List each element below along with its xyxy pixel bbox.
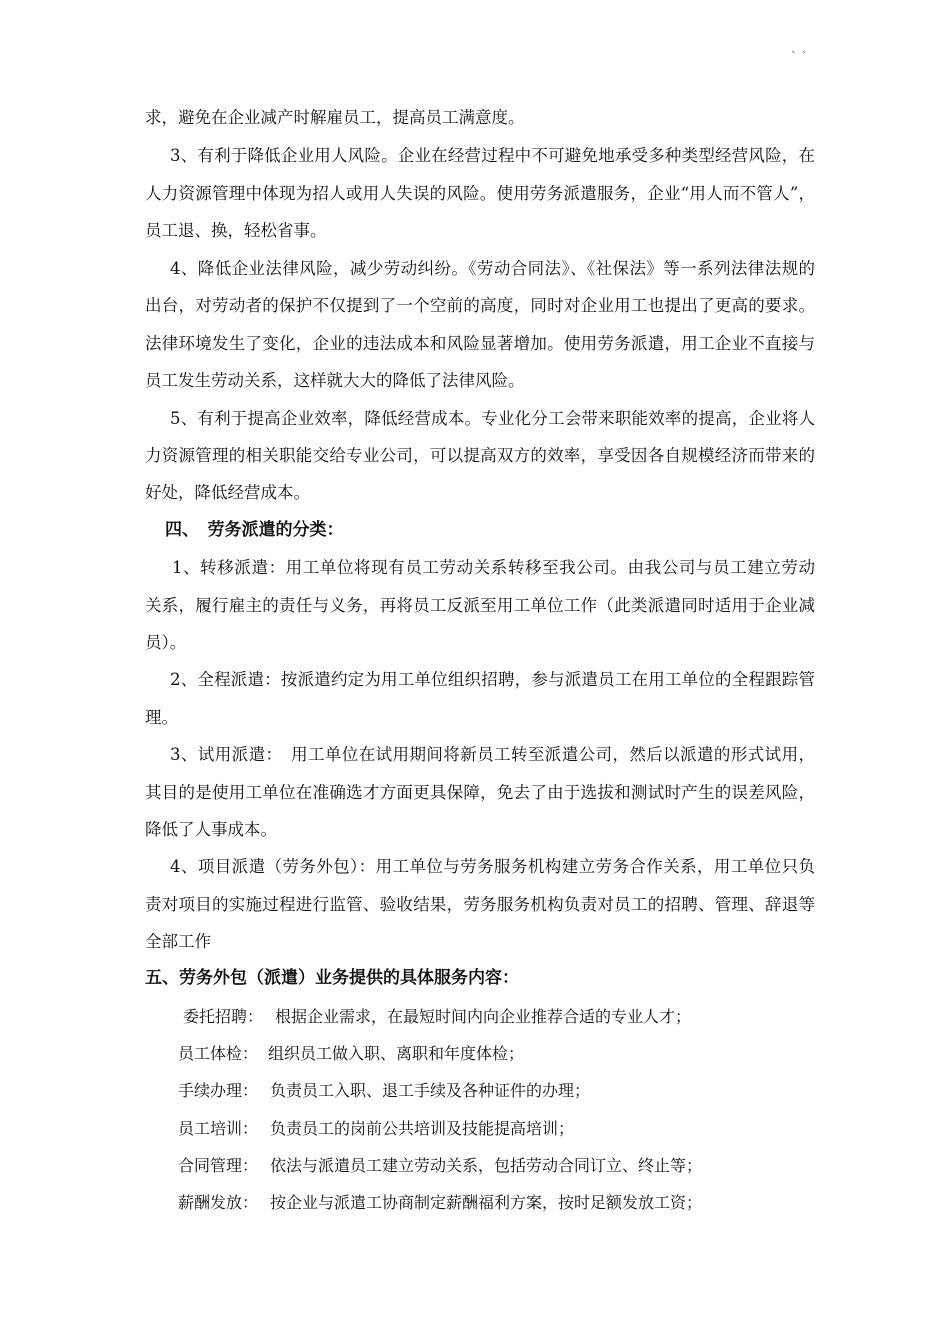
paragraph-line: 员工发生劳动关系，这样就大大的降低了法律风险。 [145,371,525,390]
paragraph-line: 降低了人事成本。 [145,820,277,839]
service-description: 负责员工入职、退工手续及各种证件的办理； [270,1081,591,1100]
paragraph-line: 员）。 [145,633,187,652]
paragraph-line: 1、转移派遣：用工单位将现有员工劳动关系转移至我公司。由我公司与员工建立劳动 [172,558,815,577]
paragraph-line: 3、有利于降低企业用人风险。企业在经营过程中不可避免地承受多种类型经营风险，在 [170,146,815,165]
paragraph-line: 力资源管理的相关职能交给专业公司，可以提高双方的效率，享受因各自规模经济而带来的 [145,446,815,465]
paragraph-line: 责对项目的实施过程进行监管、验收结果，劳务服务机构负责对员工的招聘、管理、辞退等 [145,895,815,914]
service-label: 员工体检： [178,1044,259,1063]
section-heading: 四、 劳务派遣的分类： [165,520,344,540]
paragraph-line: 3、试用派遣： 用工单位在试用期间将新员工转至派遣公司，然后以派遣的形式试用， [170,745,815,764]
paragraph-line: 员工退、换，轻松省事。 [145,221,327,240]
service-description: 依法与派遣员工建立劳动关系，包括劳动合同订立、终止等； [270,1156,703,1175]
service-description: 根据企业需求，在最短时间内向企业推荐合适的专业人才； [275,1007,692,1026]
paragraph-line: 全部工作 [145,932,211,951]
service-description: 负责员工的岗前公共培训及技能提高培训； [270,1119,575,1138]
service-label: 手续办理： [178,1081,259,1100]
paragraph-line: 法律环境发生了变化，企业的违法成本和风险显著增加。使用劳务派遣，用工企业不直接与 [145,334,815,353]
paragraph-line: 人力资源管理中体现为招人或用人失误的风险。使用劳务派遣服务，企业“用人而不管人”， [145,184,815,203]
service-description: 组织员工做入职、离职和年度体检； [268,1044,525,1063]
paragraph-line: 其目的是使用工单位在准确选才方面更具保障，免去了由于选拔和测试时产生的误差风险， [145,783,815,802]
paragraph-line: 好处，降低经营成本。 [145,483,310,502]
service-label: 薪酬发放： [178,1193,259,1212]
paragraph-line: 4、降低企业法律风险，减少劳动纠纷。《劳动合同法》、《社保法》等一系列法律法规的 [170,259,815,278]
paragraph-line: 4、项目派遣（劳务外包）：用工单位与劳务服务机构建立劳务合作关系，用工单位只负 [170,857,815,876]
service-description: 按企业与派遣工协商制定薪酬福利方案，按时足额发放工资； [270,1193,703,1212]
service-label: 员工培训： [178,1119,259,1138]
header-mark: ` ` [791,50,809,63]
section-heading: 五、劳务外包（派遣）业务提供的具体服务内容： [145,968,519,988]
paragraph-line: 出台，对劳动者的保护不仅提到了一个空前的高度，同时对企业用工也提出了更高的要求。 [145,296,815,315]
paragraph-line: 关系，履行雇主的责任与义务，再将员工反派至用工单位工作（此类派遣同时适用于企业减 [145,596,815,615]
paragraph-line: 2、全程派遣：按派遣约定为用工单位组织招聘，参与派遣员工在用工单位的全程跟踪管 [170,670,815,689]
service-label: 委托招聘： [183,1007,264,1026]
paragraph-line: 求，避免在企业减产时解雇员工，提高员工满意度。 [145,108,525,127]
paragraph-line: 理。 [145,708,178,727]
paragraph-line: 5、有利于提高企业效率，降低经营成本。专业化分工会带来职能效率的提高，企业将人 [170,409,815,428]
service-label: 合同管理： [178,1156,259,1175]
